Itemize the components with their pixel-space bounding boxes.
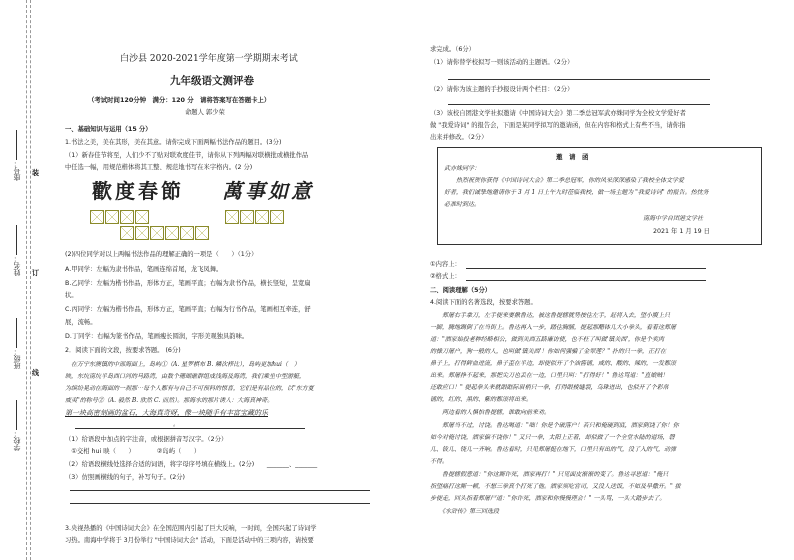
- option-b[interactable]: B.乙同学：左幅为楷书作品，形体方正，笔画平直；右幅为隶书作品，横长竖短，呈宽扁: [65, 280, 311, 287]
- grid-cell[interactable]: [105, 210, 119, 224]
- calligraphy-work-1: 歡度春節: [92, 179, 184, 203]
- reading-line: 郑屠当不过，讨饶。鲁达喝道："咄！你是个破落户！若只和俺硬到底，洒家倒饶了你！你: [430, 422, 679, 429]
- grid-cell[interactable]: [225, 210, 239, 224]
- q4-stem: 4.阅读下面的名著选段，按要求答题。: [430, 299, 537, 306]
- q3-2-text: （2）请你为该主题的手抄报设计两个栏目：（2分）: [430, 86, 574, 93]
- option-d[interactable]: D.丁同学：右幅为篆书作品，笔画瘦长圆润，字形美观独具韵味。: [65, 333, 249, 340]
- binding-line-outer: [26, 0, 27, 560]
- calligraphy-work-2: 萬事如意: [222, 179, 314, 203]
- grid-cell[interactable]: [90, 210, 104, 224]
- answer-line[interactable]: [448, 79, 710, 80]
- q3-cont: 求完成。（6分）: [430, 46, 475, 53]
- reading-line: 一脚，腾地踢倒了在当街上。鲁达再入一步，踏住胸脯，提起那醋钵儿大小拳头，看着这郑屠: [430, 324, 677, 331]
- q2-passage-line: 为缤纷晃动在海面的一刹那⋯每个人都有与自己不可预料的惊喜，它们是有品位的，以"东方夏: [65, 385, 314, 392]
- q2-passage-line: 映，东坑南坑半岛西口河的马路湾，由数个珊瑚礁群组成浅海及海湾，我们乘坐中型游艇，: [65, 373, 306, 380]
- invitation-letter-box: [437, 147, 762, 245]
- option-a[interactable]: A.甲同学：左幅为隶书作品，笔画连绵首尾，龙飞凤舞。: [65, 266, 223, 273]
- fix-content-label: ①内容上：: [430, 261, 461, 268]
- q2-stem: 2．阅读下面的文段，按要求答题。 (6分): [65, 347, 181, 354]
- reading-line: 铺的，红的、黑的、紫的都滚将出来。: [430, 396, 533, 403]
- reading-source: 《水浒传》第三回选段: [430, 508, 500, 515]
- fix-format-line[interactable]: [466, 280, 706, 281]
- option-c-cont: 展，流畅。: [65, 319, 97, 326]
- grid-cell[interactable]: [135, 226, 149, 240]
- q2-passage-blank: 。: [65, 421, 180, 428]
- field-class[interactable]: [12, 318, 22, 369]
- reading-line: 指望痛打这厮一顿，不想三拳真个打死了他。洒家须吃官司，又没人送饭，不如及早撒开。" 拔: [430, 483, 681, 490]
- q1-2-text: (2)四位同学对以上两幅书法作品的理解正确的一项是（ ）（1分）: [65, 251, 258, 258]
- writing-grid-1[interactable]: [90, 210, 150, 224]
- grid-cell[interactable]: [135, 210, 149, 224]
- grid-cell[interactable]: [120, 210, 134, 224]
- exam-info: （考试时间120分钟 满分：120 分 请将答案写在答题卡上）: [88, 96, 271, 104]
- field-school[interactable]: [12, 400, 22, 451]
- gutter-mark-ding: 订: [32, 269, 39, 277]
- q3-3-text-cont2: 出来并修改。（2分）: [430, 134, 488, 141]
- reading-line: 不得。: [430, 458, 449, 465]
- grid-cell[interactable]: [195, 226, 209, 240]
- q2-3-text: （3）仿照画横线的句子，补写句子。(2分): [65, 474, 185, 481]
- letter-title: 邀 请 函: [556, 153, 589, 161]
- option-c[interactable]: C.丙同学：左幅为楷书作品，形体方正，笔画平直；右幅为行书作品，笔画相互牵连，舒: [65, 306, 311, 313]
- grid-cell[interactable]: [165, 226, 179, 240]
- binding-line: [30, 0, 31, 560]
- q1-stem: 1.书法之美，美在其形，美在其意。请你完成下面两幅书法作品的题目。(3分): [65, 139, 282, 146]
- reading-line: 如今对俺讨饶，洒家偏不饶你！" 又只一拳，太阳上正着，却似做了一个全堂水陆的道场，磬: [430, 434, 675, 441]
- subject-title: 九年级语文测评卷: [170, 75, 254, 87]
- answer-line[interactable]: [70, 490, 370, 491]
- field-school-label: 学校：: [13, 430, 21, 451]
- q3-3-text-cont: 做 "我爱诗词" 的报告会，下面是某同学拟写的邀请函，但在内容和格式上有些不当，请你指: [430, 122, 686, 129]
- fix-content-line[interactable]: [466, 268, 706, 269]
- answer-line[interactable]: [448, 104, 710, 105]
- q1-1-text: （1）新春佳节将至，人们少不了贴对联欢度佳节，请你从下列两幅对联横批或横批作品: [65, 152, 309, 159]
- letter-salutation: 武亦姝同学：: [444, 165, 481, 172]
- gutter-mark-zhuang: 装: [32, 169, 39, 177]
- option-b-cont: 状。: [65, 292, 78, 299]
- letter-signature: 南海中学自团港文学社: [643, 215, 704, 222]
- reading-line: 儿、钹儿、铙儿一齐响。鲁达看时，只见郑屠挺在地下，口里只有出的气，没了入的气，动弹: [430, 446, 677, 453]
- reading-line: 步便走，回头指着郑屠尸道："你诈死，洒家和你慢慢理会！" 一头骂，一头大踏步去了。: [430, 495, 666, 502]
- grid-cell[interactable]: [150, 226, 164, 240]
- field-seat-label: 座号：: [13, 160, 21, 181]
- fix-format-label: ②格式上：: [430, 273, 461, 280]
- section-1-heading: 一、基础知识与运用（15 分）: [65, 126, 152, 133]
- grid-cell[interactable]: [240, 210, 254, 224]
- q2-passage-line: 威夷"的称号②（A. 毅然 B. 欣然 C. 而然）。那海水的那片诱人：大海真神奇。: [65, 397, 274, 404]
- author-line: 命题人 郭少荣: [185, 109, 225, 116]
- q2-2-text: （2）给语段横线处选择合适的词语，将字母序号填在横线上。(2分) _______、_______: [65, 461, 318, 468]
- q3-stem: 3.央视热播的《中国诗词大会》在全国范围内引起了巨大反响，一时间，全国兴起了诗词学: [65, 525, 317, 532]
- letter-date: 2021 年 1 月 19 日: [653, 228, 710, 235]
- letter-body-line: 必准时到达。: [444, 201, 481, 208]
- reading-line: 的操刀屠户，狗一般的人，也叫做'镇关西'！你如何强骗了金翠莲？" 扑的只一拳，正打在: [430, 348, 666, 355]
- q2-1-text: （1）给语段中加点的字注音，或根据拼音写汉字。（2分）: [65, 436, 228, 443]
- grid-cell[interactable]: [120, 226, 134, 240]
- field-class-label: 班级：: [13, 348, 21, 369]
- reading-line: 鲁提辖假意道："你这厮诈死，洒家再打！" 只见面皮渐渐的变了。鲁达寻思道："俺只: [430, 471, 669, 478]
- q2-blank-line[interactable]: [75, 428, 305, 429]
- field-name-label: 姓名：: [13, 255, 21, 276]
- exam-title: 白沙县 2020-2021学年度第一学期期末考试: [120, 54, 298, 64]
- field-name[interactable]: [12, 225, 22, 276]
- grid-cell[interactable]: [180, 226, 194, 240]
- writing-grid-3[interactable]: [120, 226, 210, 240]
- q3-stem-cont: 习热。南海中学将于 3月份举行 "中国诗词大会" 活动，下面是活动中的三项内容，请按要: [65, 537, 314, 544]
- field-seat[interactable]: [12, 130, 22, 181]
- reading-line: 还敢应口！" 提起拳头来就眼眶际眉梢只一拳，打得眼棱缝裂，乌珠迸出，也似开了个彩帛: [430, 384, 669, 391]
- letter-body-line: 热烈祝贺你获得《中国诗词大会》第二季总冠军，你的风采深深感染了我校全体文学爱: [444, 177, 685, 184]
- letter-body-line: 好者，我们诚挚地邀请你于 3 月 1 日上午九时莅临我校，做一场主题为 "我爱诗词" 的报告。热忱务: [444, 189, 709, 196]
- grid-cell[interactable]: [255, 210, 269, 224]
- q2-passage-underlined: 第一块高密刻画的盆石，大海真奇呀，像一块随手有丰富宝藏的乐: [65, 409, 268, 417]
- writing-grid-2[interactable]: [225, 210, 285, 224]
- reading-line: 出来。郑屠挣不起来，那把尖刀也丢在一边，口里只叫："打得好！" 鲁达骂道："直娘贼！: [430, 372, 669, 379]
- q1-1-text-cont: 中任选一幅，用规范楷体将其工整、规范地书写在米字格内。(2 分): [65, 164, 253, 171]
- gutter-mark-xian: 线: [32, 369, 39, 377]
- q2-1-items: ①交相 hui 映（ ） ②岛屿（ ）: [65, 448, 201, 455]
- reading-line: 道："洒家始投老种经略相公，做到关西五路廉访使，也不枉了叫做'镇关西'，你是个卖肉: [430, 336, 665, 343]
- q3-1-text: （1）请你替学校拟写一则该活动的主题语。（2分）: [430, 59, 574, 66]
- q2-passage-line: 在万宁东澳镇的中部海面上，岛屿①（A. 星罗棋布 B. 鳞次栉比），岛屿更加hui（ ）: [65, 361, 300, 368]
- q3-3-text: （3）该校自团港文学社拟邀请《中国诗词大会》第二季总冠军武亦姝同学为全校文学爱好者: [430, 110, 686, 117]
- reading-line: 两边看的人惧怕鲁提辖，谁敢向前来劝。: [430, 409, 551, 416]
- grid-cell[interactable]: [270, 210, 284, 224]
- reading-line: 郑屠右手拿刀，左手便来要揪鲁达，被这鲁提辖就势按住左手，赶将入去，望小腹上只: [430, 312, 671, 319]
- reading-line: 鼻子上，打得鲜血迸流，鼻子歪在半边，却便似开了个油酱铺，咸的、酸的、辣的，一发都滚: [430, 360, 677, 367]
- answer-line[interactable]: [70, 503, 370, 504]
- section-2-heading: 二、阅读理解（5分）: [430, 287, 492, 294]
